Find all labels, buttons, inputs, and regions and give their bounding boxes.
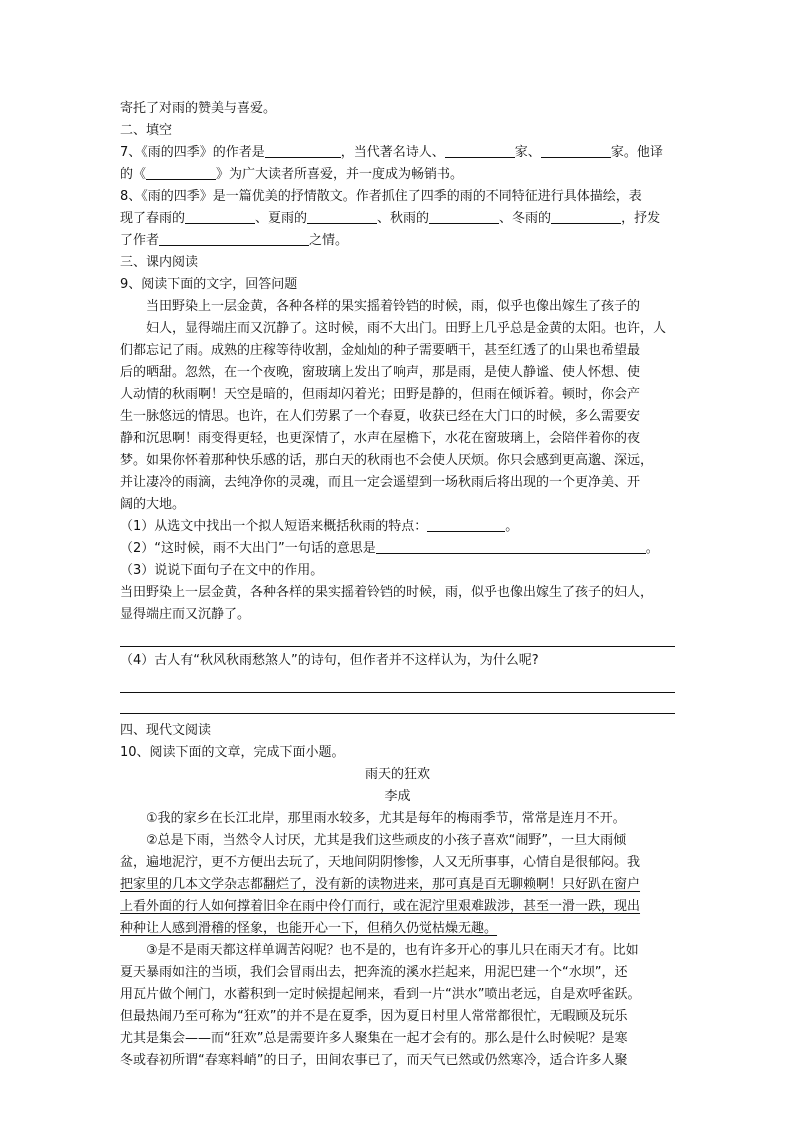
answer-blank[interactable] (265, 143, 341, 158)
passage-line: 妇人，显得端庄而又沉静了。这时候，雨不大出门。田野上几乎总是金黄的太阳。也许，人 (146, 321, 667, 336)
answer-blank[interactable] (551, 209, 621, 224)
passage-line: 当田野染上一层金黄，各种各样的果实摇着铃铛的时候，雨，似乎也像出嫁生了孩子的 (146, 299, 641, 314)
passage-line: 阔的大地。 (120, 497, 186, 512)
sub-question-3: （3）说说下面句子在文中的作用。 (120, 563, 324, 578)
answer-blank[interactable] (445, 143, 515, 158)
passage-line: 生一脉悠远的情思。也许，在人们劳累了一个春夏，收获已经在大门口的时候，多么需要安 (120, 409, 641, 424)
answer-blank[interactable] (307, 209, 377, 224)
quoted-sentence: 显得端庄而又沉静了。 (120, 607, 251, 622)
answer-blank[interactable] (376, 539, 646, 554)
article-paragraph-line: 但最热闹乃至可称为“狂欢”的并不是在夏季，因为夏日村里人常常都很忙，无暇顾及玩乐 (120, 1009, 628, 1024)
question-8-line-1: 8、《雨的四季》是一篇优美的抒情散文。作者抓住了四季的雨的不同特征进行具体描绘，表 (120, 189, 642, 204)
question-8-line-2: 现了春雨的 、夏雨的 、秋雨的 、冬雨的 ，抒发 (120, 211, 661, 226)
passage-line: 梦。如果你怀着那种快乐感的话，那白天的秋雨也不会使人厌烦。你只会感到更高邈、深远， (120, 453, 654, 468)
sub-question-2: （2）“这时候，雨不大出门”一句话的意思是 。 (120, 541, 659, 556)
document-page (120, 98, 675, 1072)
article-author: 李成 (384, 789, 411, 804)
question-9-prompt: 9、阅读下面的文字，回答问题 (120, 277, 298, 292)
answer-blank[interactable] (541, 143, 611, 158)
section-heading: 二、填空 (120, 123, 173, 138)
section-heading: 三、课内阅读 (120, 255, 199, 270)
underlined-line: 把家里的几本文学杂志都翻烂了，没有新的读物进来，那可真是百无聊赖啊！只好趴在窗户 (120, 877, 641, 892)
answer-blank[interactable] (185, 209, 255, 224)
passage-line: 静和沉思啊！雨变得更轻，也更深情了，水声在屋檐下，水花在窗玻璃上，会陪伴着你的夜 (120, 431, 641, 446)
passage-line: 人动情的秋雨啊！天空是暗的，但雨却闪着光；田野是静的，但雨在倾诉着。顿时，你会产 (120, 387, 641, 402)
passage-line: 并让凄冷的雨滴，去纯净你的灵魂，而且一定会遥望到一场秋雨后将出现的一个更净美、开 (120, 475, 641, 490)
article-paragraph-line: ③是不是雨天都这样单调苦闷呢？也不是的，也有许多开心的事儿只在雨天才有。比如 (146, 943, 639, 958)
quoted-sentence: 当田野染上一层金黄，各种各样的果实摇着铃铛的时候，雨，似乎也像出嫁生了孩子的妇人， (120, 585, 654, 600)
article-paragraph-line: 冬或春初所谓“春寒料峭”的日子，田间农事已了，而天气已然或仍然寒冷，适合许多人聚 (120, 1053, 628, 1068)
article-paragraph-line: ②总是下雨，当然令人讨厌，尤其是我们这些顽皮的小孩子喜欢“闹野”，一旦大雨倾 (146, 833, 627, 848)
answer-line[interactable] (120, 672, 675, 693)
sub-question-4: （4）古人有“秋风秋雨愁煞人”的诗句，但作者并不这样认为，为什么呢? (120, 653, 539, 668)
underlined-line: 上看外面的行人如何撑着旧伞在雨中伶仃而行，或在泥泞里艰难跋涉，甚至一滑一跌，现出 (120, 899, 641, 914)
answer-blank[interactable] (159, 231, 309, 246)
answer-blank[interactable] (429, 209, 499, 224)
text-line: 寄托了对雨的赞美与喜爱。 (120, 101, 277, 116)
answer-line[interactable] (120, 693, 675, 714)
article-paragraph-line: 尤其是集会——而“狂欢”总是需要许多人聚集在一起才会有的。那么是什么时候呢？是寒 (120, 1031, 628, 1046)
article-paragraph-line: 夏天暴雨如注的当顷，我们会冒雨出去，把奔流的溪水拦起来，用泥巴建一个“水坝”，还 (120, 965, 628, 980)
question-8-line-3: 了作者 之情。 (120, 233, 349, 248)
answer-line[interactable] (120, 626, 675, 647)
question-7-line-2: 的《 》为广大读者所喜爱，并一度成为畅销书。 (120, 167, 464, 182)
article-title: 雨天的狂欢 (364, 767, 430, 782)
article-paragraph-line: ①我的家乡在长江北岸，那里雨水较多，尤其是每年的梅雨季节，常常是连月不开。 (146, 811, 626, 826)
passage-line: 后的晒甜。忽然，在一个夜晚，窗玻璃上发出了响声，那是雨，是使人静谧、使人怀想、使 (120, 365, 641, 380)
underlined-line: 种种让人感到滑稽的怪象，也能开心一下，但稍久仍觉枯燥无趣。 (120, 921, 498, 936)
section-heading: 四、现代文阅读 (120, 723, 212, 738)
answer-blank[interactable] (146, 165, 216, 180)
answer-blank[interactable] (427, 517, 505, 532)
passage-line: 们都忘记了雨。成熟的庄稼等待收割，金灿灿的种子需要晒干，甚至红透了的山果也希望最 (120, 343, 641, 358)
article-paragraph-line: 盆，遍地泥泞，更不方便出去玩了，天地间阴阴惨惨，人又无所事事，心情自是很郁闷。我 (120, 855, 641, 870)
question-10-prompt: 10、阅读下面的文章，完成下面小题。 (120, 745, 345, 760)
sub-question-1: （1）从选文中找出一个拟人短语来概括秋雨的特点： 。 (120, 519, 519, 534)
article-paragraph-line: 用瓦片做个闸门，水蓄积到一定时候提起闸来，看到一片“洪水”喷出老远，自是欢呼雀跃。 (120, 987, 641, 1002)
question-7-line-1: 7、《雨的四季》的作者是 ，当代著名诗人、 家、 家。他译 (120, 145, 663, 160)
